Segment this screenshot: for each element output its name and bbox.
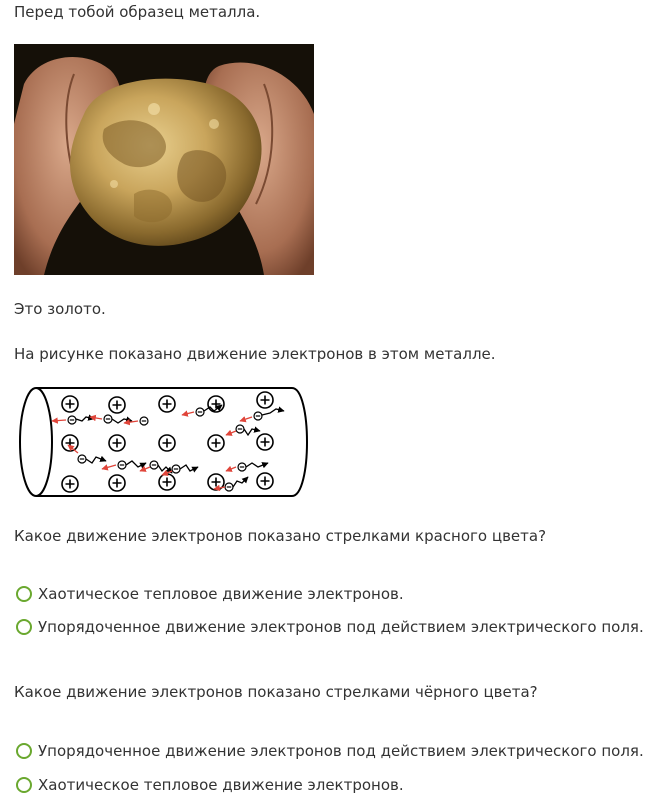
q1-option-2[interactable] [14,616,644,638]
q2-option-2[interactable] [14,774,404,796]
q1-option-1[interactable] [14,583,404,605]
q2-option-1-label: Упорядоченное движение электронов под действием электрического поля. [38,742,644,760]
intro-text: Перед тобой образец металла. [14,3,261,21]
radio-icon[interactable] [16,619,32,635]
radio-icon[interactable] [16,777,32,793]
question-2-text: Какое движение электронов показано стрелками чёрного цвета? [14,683,538,701]
gold-nugget-photo [14,44,314,275]
question-1-text: Какое движение электронов показано стрелками красного цвета? [14,527,547,545]
figure-caption: На рисунке показано движение электронов в этом металле. [14,345,496,363]
q1-option-1-label: Хаотическое тепловое движение электронов. [38,585,404,603]
q2-option-1[interactable] [14,740,644,762]
electron-motion-diagram [14,383,310,501]
radio-icon[interactable] [16,743,32,759]
q2-option-2-label: Хаотическое тепловое движение электронов. [38,776,404,794]
q1-option-2-label: Упорядоченное движение электронов под действием электрического поля. [38,618,644,636]
radio-icon[interactable] [16,586,32,602]
statement-text: Это золото. [14,300,106,318]
